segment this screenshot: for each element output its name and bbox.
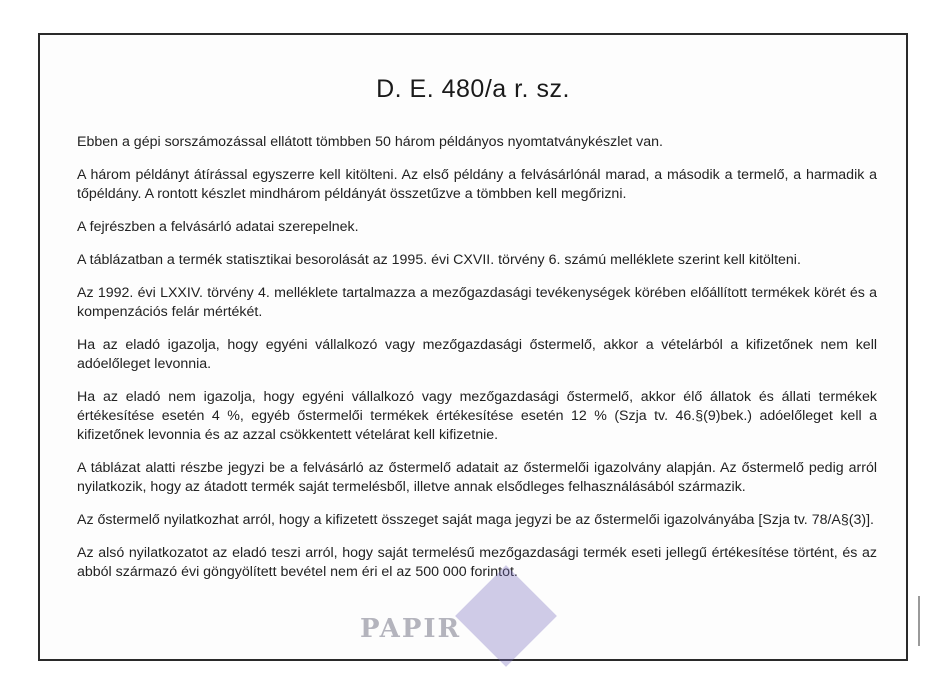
paragraph-6: Ha az eladó igazolja, hogy egyéni vállalkozó vagy mezőgazdasági őstermelő, akkor a vételárból a kifizetőnek nem kell adóelőleget levonnia. xyxy=(77,337,877,372)
paragraph-8: A táblázat alatti részbe jegyzi be a felvásárló az őstermelő adatait az őstermelői igazolvány alapján. Az őstermelő pedig arról nyilatkozik, hogy az átadott termék saját termelésből, illetve annak elsődleges felhasználásából származik. xyxy=(77,460,877,495)
paragraph-5: Az 1992. évi LXXIV. törvény 4. melléklete tartalmazza a mezőgazdasági tevékenységek körében előállított termékek körét és a kompenzációs felár mértékét. xyxy=(77,285,877,320)
paragraph-1: Ebben a gépi sorszámozással ellátott tömbben 50 három példányos nyomtatványkészlet van. xyxy=(77,134,663,150)
paragraph-2: A három példányt átírással egyszerre kell kitölteni. Az első példány a felvásárlónál marad, a második a termelő, a harmadik a tőpéldány. A rontott készlet mindhárom példányát összetűzve a tömbben kell megőrizni. xyxy=(77,167,877,202)
document-frame xyxy=(38,33,908,661)
paragraph-7: Ha az eladó nem igazolja, hogy egyéni vállalkozó vagy mezőgazdasági őstermelő, akkor élő állatok és állati termékek értékesítése esetén 4 %, egyéb őstermelői termékek értékesítése esetén 12 % (Szja tv. 46.§(9)bek.) adóelőleget kell a kifizetőnek levonnia és az azzal csökkentett vételárat kell kifizetnie. xyxy=(77,389,877,443)
paragraph-9: Az őstermelő nyilatkozhat arról, hogy a kifizetett összeget saját maga jegyzi be az őstermelői igazolványába [Szja tv. 78/A§(3)]. xyxy=(77,512,874,528)
watermark-text: PAPIR xyxy=(360,614,462,644)
margin-pen-mark xyxy=(918,596,920,646)
paragraph-3: A fejrészben a felvásárló adatai szerepelnek. xyxy=(77,219,359,235)
paragraph-10: Az alsó nyilatkozatot az eladó teszi arról, hogy saját termelésű mezőgazdasági termék eseti jellegű értékesítése történt, és az abból származó évi göngyölített bevétel nem éri el az 500 000 forintot. xyxy=(77,545,877,580)
document-title: D. E. 480/a r. sz. xyxy=(376,75,570,103)
document-body xyxy=(77,133,877,596)
paragraph-4: A táblázatban a termék statisztikai besorolását az 1995. évi CXVII. törvény 6. számú melléklete szerint kell kitölteni. xyxy=(77,252,801,268)
